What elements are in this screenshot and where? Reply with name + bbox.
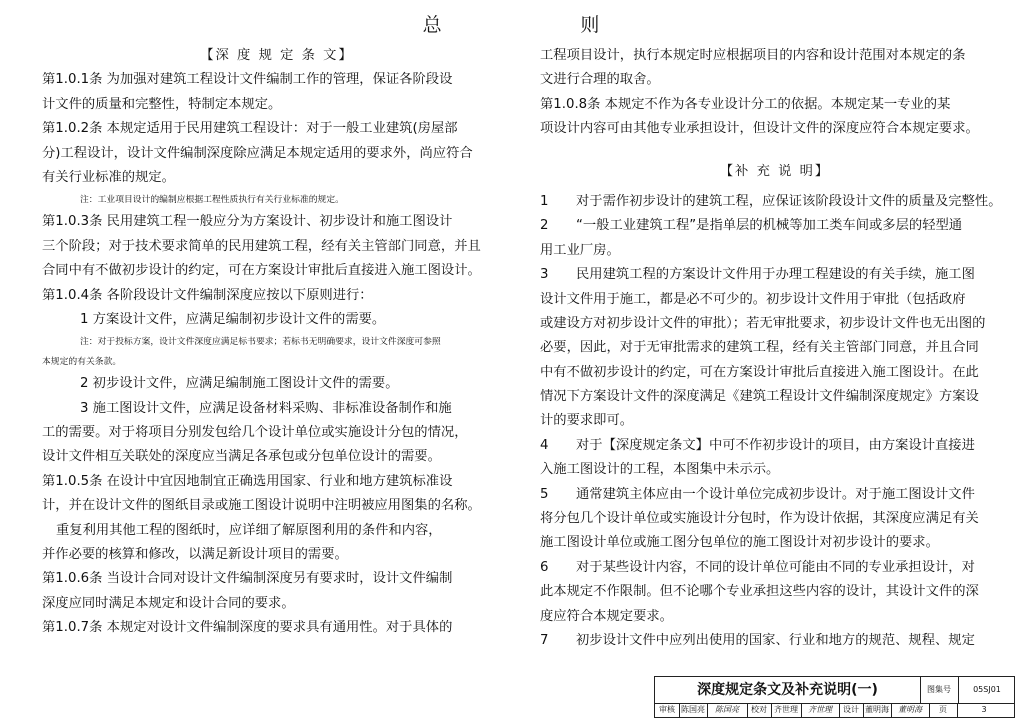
supplement-item	[540, 288, 1010, 312]
supplement-item-text: 对于需作初步设计的建筑工程，应保证该阶段设计文件的质量及完整性。	[576, 193, 1002, 209]
left-line: 深度应同时满足本规定和设计合同的要求。	[42, 595, 295, 611]
left-line: 第1.0.7条 本规定对设计文件编制深度的要求具有通用性。对于具体的	[42, 620, 453, 636]
supplement-item-text: 通常建筑主体应由一个设计单位完成初步设计。对于施工图设计文件	[576, 486, 975, 502]
supplement-item	[540, 190, 1010, 214]
supplement-item-number: 5	[540, 486, 549, 502]
left-line: 第1.0.2条 本规定适用于民用建筑工程设计：对于一般工业建筑(房屋部	[42, 121, 458, 137]
supplement-item	[540, 312, 1010, 336]
checker-name: 齐世理	[771, 703, 802, 717]
note-line: 本规定的有关条款。	[42, 357, 122, 368]
supplement-item-text: 用工业厂房。	[540, 242, 620, 258]
right-column	[540, 44, 1010, 653]
supplement-item	[540, 263, 1010, 287]
supplement-item	[540, 531, 1010, 555]
design-label: 设计	[839, 703, 864, 717]
designer-signature: 董明海	[891, 703, 930, 717]
page-title: 总 则	[422, 14, 602, 36]
left-line: 并作必要的核算和修改，以满足新设计项目的需要。	[42, 547, 348, 563]
atlas-value: 05SJ01	[973, 685, 1001, 694]
left-heading: 【深 度 规 定 条 文】	[200, 48, 354, 63]
supplement-item	[540, 458, 1010, 482]
page-number: 3	[981, 705, 987, 714]
supplement-item-number: 1	[540, 193, 549, 209]
designer-name: 董明海	[863, 703, 892, 717]
right-line: 第1.0.8条 本规定不作为各专业设计分工的依据。本规定某一专业的某	[540, 96, 951, 112]
reviewer-name: 陈国亮	[679, 703, 708, 717]
right-line: 工程项目设计，执行本规定时应根据项目的内容和设计范围对本规定的条	[540, 48, 966, 63]
page-label: 页	[929, 703, 958, 717]
left-line: 第1.0.4条 各阶段设计文件编制深度应按以下原则进行：	[42, 287, 373, 303]
supplement-item	[540, 629, 1010, 653]
check-label: 校对	[747, 703, 772, 717]
title-block-signoff-row	[655, 703, 1014, 717]
supplement-item-text: 入施工图设计的工程，本图集中未示示。	[540, 462, 780, 478]
checker-signature: 齐世理	[801, 703, 840, 717]
supplement-item	[540, 239, 1010, 263]
left-line: 计文件的质量和完整性，特制定本规定。	[42, 96, 282, 112]
supplement-item	[540, 385, 1010, 409]
supplement-item-number: 3	[540, 267, 549, 283]
review-label: 审核	[655, 703, 680, 717]
reviewer-signature: 陈国亮	[707, 703, 748, 717]
supplement-item	[540, 361, 1010, 385]
left-line: 合同中有不做初步设计的约定，可在方案设计审批后直接进入施工图设计。	[42, 263, 481, 279]
supplement-item	[540, 336, 1010, 360]
title-block-main: 深度规定条文及补充说明(一)	[655, 677, 921, 703]
note-line: 注：对于投标方案，设计文件深度应满足标书要求；若标书无明确要求，设计文件深度可参照	[80, 337, 441, 348]
supplement-item-text: 或建设方对初步设计文件的审批）；若无审批要求，初步设计文件也无出图的	[540, 315, 986, 331]
supplement-item	[540, 483, 1010, 507]
supplement-item	[540, 434, 1010, 458]
supplement-list	[540, 190, 1010, 653]
title-block	[654, 676, 1015, 718]
supplement-item-text: 初步设计文件中应列出使用的国家、行业和地方的规范、规程、规定	[576, 632, 975, 648]
atlas-label: 图集号	[920, 677, 959, 703]
note-line: 注：工业项目设计的编制应根据工程性质执行有关行业标准的规定。	[80, 195, 344, 206]
supplement-item-text: 对于某些设计内容，不同的设计单位可能由不同的专业承担设计，对	[576, 559, 975, 575]
supplement-item-text: 此本规定不作限制。但不论哪个专业承担这些内容的设计，其设计文件的深	[540, 584, 979, 600]
supplement-item	[540, 409, 1010, 433]
supplement-item	[540, 556, 1010, 580]
supplement-item	[540, 214, 1010, 238]
left-line: 第1.0.5条 在设计中宜因地制宜正确选用国家、行业和地方建筑标准设	[42, 473, 453, 489]
left-line: 设计文件相互关联处的深度应当满足各承包或分包单位设计的需要。	[42, 449, 441, 465]
left-line: 分)工程设计，设计文件编制深度除应满足本规定适用的要求外，尚应符合	[42, 145, 473, 161]
left-line: 第1.0.6条 当设计合同对设计文件编制深度另有要求时，设计文件编制	[42, 571, 453, 587]
left-line: 第1.0.3条 民用建筑工程一般应分为方案设计、初步设计和施工图设计	[42, 214, 453, 230]
left-line: 计，并在设计文件的图纸目录或施工图设计说明中注明被应用图集的名称。	[42, 498, 481, 514]
right-heading: 【补 充 说 明】	[719, 163, 831, 179]
supplement-item-text: 情况下方案设计文件的深度满足《建筑工程设计文件编制深度规定》方案设	[540, 389, 979, 405]
left-column	[42, 44, 512, 641]
supplement-item-text: 将分包几个设计单位或实施设计分包时，作为设计依据，其深度应满足有关	[540, 511, 979, 527]
left-line: 重复利用其他工程的图纸时，应详细了解原图利用的条件和内容，	[56, 522, 442, 538]
supplement-item-text: 必要，因此，对于无审批需求的建筑工程，经有关主管部门同意，并且合同	[540, 340, 979, 356]
supplement-item-text: 设计文件用于施工，都是必不可少的。初步设计文件用于审批（包括政府	[540, 291, 966, 307]
supplement-item-text: 计的要求即可。	[540, 413, 634, 429]
supplement-item-number: 4	[540, 437, 549, 453]
left-line: 三个阶段；对于技术要求简单的民用建筑工程，经有关主管部门同意，并且	[42, 238, 481, 254]
left-line: 3 施工图设计文件，应满足设备材料采购、非标准设备制作和施	[80, 400, 452, 416]
supplement-item-text: 施工图设计单位或施工图分包单位的施工图设计对初步设计的要求。	[540, 535, 939, 551]
left-line: 2 初步设计文件，应满足编制施工图设计文件的需要。	[80, 376, 399, 392]
supplement-item	[540, 605, 1010, 629]
left-line: 工的需要。对于将项目分别发包给几个设计单位或实施设计分包的情况，	[42, 425, 468, 441]
supplement-item-text: 对于【深度规定条文】中可不作初步设计的项目，由方案设计直接进	[576, 437, 975, 453]
right-line: 项设计内容可由其他专业承担设计，但设计文件的深度应符合本规定要求。	[540, 121, 979, 137]
right-line: 文进行合理的取舍。	[540, 72, 660, 88]
supplement-item-text: 度应符合本规定要求。	[540, 608, 673, 624]
supplement-item	[540, 580, 1010, 604]
supplement-item-number: 6	[540, 559, 549, 575]
left-line: 1 方案设计文件，应满足编制初步设计文件的需要。	[80, 311, 386, 327]
supplement-item	[540, 507, 1010, 531]
supplement-item-number: 2	[540, 218, 549, 234]
supplement-item-text: “一般工业建筑工程”是指单层的机械等加工类车间或多层的轻型通	[576, 218, 963, 234]
supplement-item-number: 7	[540, 632, 549, 648]
supplement-item-text: 中有不做初步设计的约定，可在方案设计审批后直接进入施工图设计。在此	[540, 364, 979, 380]
left-line: 第1.0.1条 为加强对建筑工程设计文件编制工作的管理，保证各阶段设	[42, 72, 453, 88]
left-line: 有关行业标准的规定。	[42, 169, 175, 185]
supplement-item-text: 民用建筑工程的方案设计文件用于办理工程建设的有关手续，施工图	[576, 267, 975, 283]
